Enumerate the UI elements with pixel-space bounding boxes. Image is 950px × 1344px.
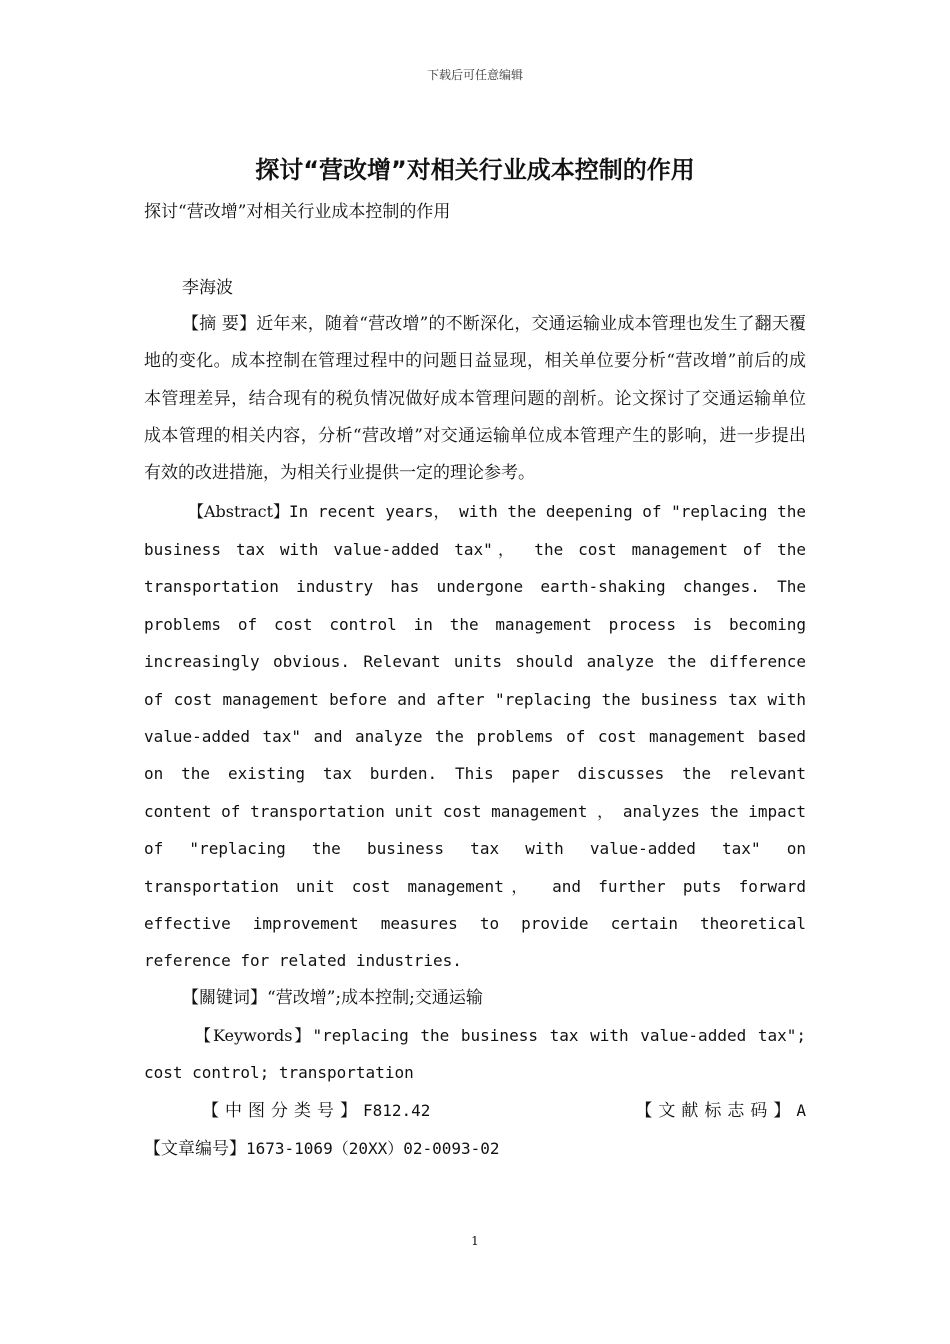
abstract-english bbox=[144, 493, 806, 979]
page-header-note: 下载后可任意编辑 bbox=[426, 68, 523, 82]
abstract-chinese bbox=[144, 306, 806, 492]
document-code-value: A bbox=[796, 1100, 806, 1120]
article-number bbox=[144, 1130, 806, 1168]
document-code-label: 【文献标志码】 bbox=[635, 1100, 797, 1121]
classification-label: 【中图分类号】 bbox=[202, 1100, 363, 1121]
document-subtitle: 探讨“营改增”对相关行业成本控制的作用 bbox=[144, 202, 451, 222]
abstract-english-text: In recent years， with the deepening of "replacing the business tax with value-added tax"， the cost management of the transportation industry has undergone earth-shaking changes. The problems of cost control in the management process is becoming increasingly obvious. Relevant units should analyze the difference of cost management before and after "replacing the business tax with value-added tax" and analyze the problems of cost management based on the existing tax burden. This paper discusses the relevant content of transportation unit cost management ， analyzes the impact of "replacing the business tax with value-added tax" on transportation unit cost management， and further puts forward effective improvement measures to provide certain theoretical reference for related industries. bbox=[144, 502, 806, 971]
author-name: 李海波 bbox=[182, 278, 233, 298]
keywords-english-text: "replacing the business tax with value-added tax"; cost control; transportation bbox=[144, 1026, 807, 1083]
document-title: 探讨“营改增”对相关行业成本控制的作用 bbox=[255, 156, 695, 184]
classification-value: F812.42 bbox=[363, 1100, 431, 1120]
document-body bbox=[144, 196, 806, 1168]
article-number-value: 1673-1069（20XX）02-0093-02 bbox=[246, 1139, 500, 1159]
page-number: 1 bbox=[471, 1234, 479, 1248]
keywords-chinese bbox=[144, 980, 806, 1017]
keywords-chinese-text: “营改增”;成本控制;交通运输 bbox=[267, 987, 483, 1008]
article-number-label: 【文章编号】 bbox=[144, 1139, 246, 1160]
classification-line bbox=[144, 1092, 806, 1130]
classification-code bbox=[144, 1092, 430, 1130]
keywords-english-label: 【Keywords】 bbox=[195, 1026, 313, 1046]
abstract-english-label: 【Abstract】 bbox=[188, 502, 290, 522]
abstract-chinese-label: 【摘 要】 bbox=[182, 314, 257, 334]
keywords-chinese-label: 【關键词】 bbox=[182, 987, 267, 1008]
abstract-chinese-text: 近年来，随着“营改增”的不断深化，交通运输业成本管理也发生了翻天覆地的变化。成本控制在管理过程中的问题日益显现，相关单位要分析“营改增”前后的成本管理差异，结合现有的税负情况做好成本管理问题的剖析。论文探讨了交通运输单位成本管理的相关内容，分析“营改增”对交通运输单位成本管理产生的影响，进一步提出有效的改进措施，为相关行业提供一定的理论参考。 bbox=[144, 314, 806, 484]
keywords-english bbox=[144, 1017, 806, 1092]
document-code bbox=[635, 1092, 806, 1130]
